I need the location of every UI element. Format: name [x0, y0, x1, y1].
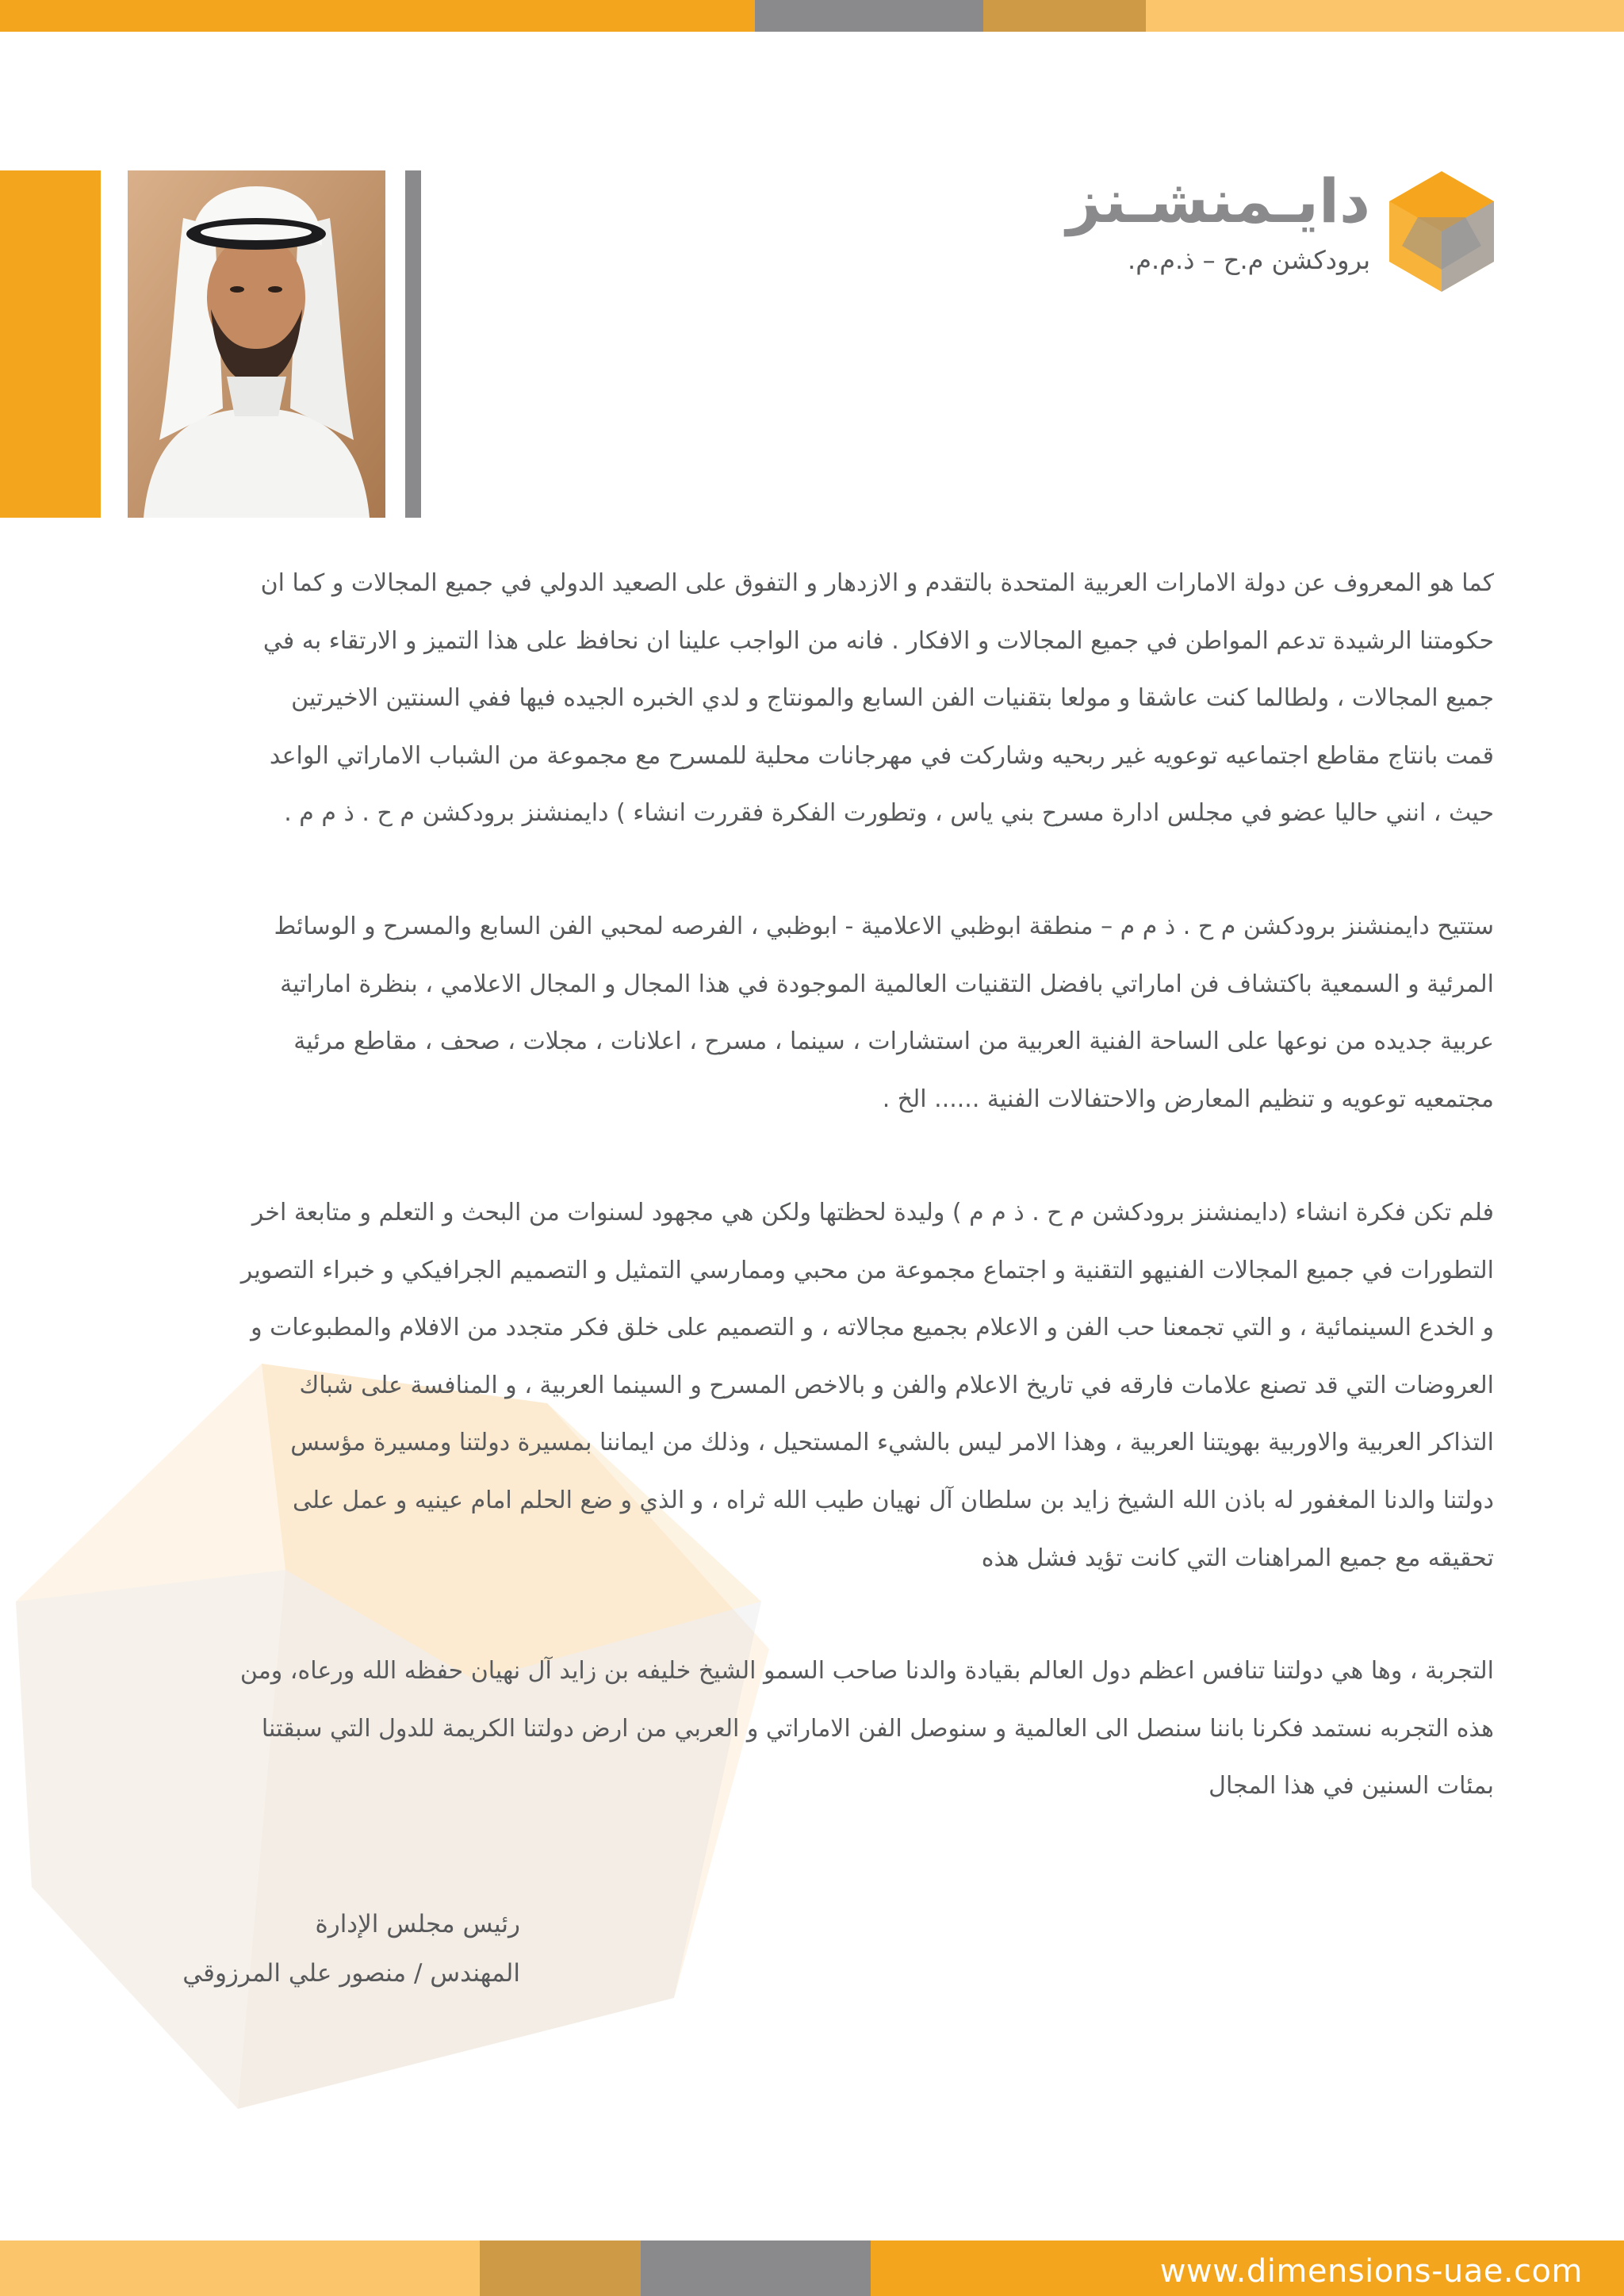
paragraph-line: التجربة ، وها هي دولتنا تنافس اعظم دول العالم بقيادة والدنا صاحب السمو الشيخ خليفه بن زايد آل نهيان حفظه الله ورعاه، ومن — [239, 1657, 1494, 1685]
signature-name: المهندس / منصور علي المرزوقي — [182, 1959, 520, 1988]
top-stripe-orange — [0, 0, 755, 32]
top-stripe-light — [1146, 0, 1624, 32]
paragraph-line: التذاكر العربية والاوربية بهويتنا العربية ، وهذا الامر ليس بالشيء المستحيل ، وذلك من ايماننا بمسيرة دولتنا ومسيرة مؤسس — [290, 1429, 1494, 1457]
paragraph-2 — [108, 898, 1494, 1128]
paragraph-1 — [108, 555, 1494, 843]
website-url[interactable]: www.dimensions-uae.com — [1159, 2253, 1583, 2290]
paragraph-line: المرئية و السمعية باكتشاف فن اماراتي بافضل التقنيات العالمية الموجودة في هذا المجال و المجال الاعلامي ، بنظرة اماراتية — [280, 970, 1494, 998]
paragraph-4 — [108, 1643, 1494, 1816]
footer-stripe-tan — [480, 2241, 641, 2296]
paragraph-line: و الخدع السينمائية ، و التي تجمعنا حب الفن و الاعلام بجميع مجالاته ، و التصميم على خلق فكر متجدد من الافلام والمطبوعات و — [251, 1314, 1494, 1342]
portrait-photo — [128, 170, 385, 518]
top-stripe-tan — [983, 0, 1146, 32]
paragraph-line: تحقيقه مع جميع المراهنات التي كانت تؤيد فشل هذه — [981, 1544, 1494, 1572]
paragraph-line: بمئات السنين في هذا المجال — [1208, 1772, 1494, 1800]
paragraph-line: العروضات التي قد تصنع علامات فارقه في تاريخ الاعلام والفن و بالاخص المسرح و السينما العربية ، و المنافسة على شباك — [299, 1371, 1494, 1399]
signature-block — [143, 1900, 520, 1998]
paragraph-line: عربية جديده من نوعها على الساحة الفنية العربية من استشارات ، سينما ، مسرح ، اعلانات ، مجلات ، صحف ، مقاطع مرئية — [293, 1027, 1494, 1056]
paragraph-line: كما هو المعروف عن دولة الامارات العربية المتحدة بالتقدم و الازدهار و التفوق على الصعيد الدولي في جميع المجالات و كما ان — [260, 569, 1494, 597]
paragraph-line: التطورات في جميع المجالات الفنيهو التقنية و اجتماع مجموعة من محبي وممارسي التمثيل و التصميم الجرافيكي و خبراء التصوير — [240, 1256, 1494, 1284]
paragraph-line: ستتيح دايمنشنز برودكشن م ح . ذ م م – منطقة ابوظبي الاعلامية - ابوظبي ، الفرصه لمحبي الفن السابع والمسرح و الوسائط — [274, 913, 1494, 940]
paragraph-line: قمت بانتاج مقاطع اجتماعيه توعويه غير ربحيه وشاركت في مهرجانات محلية للمسرح مع مجموعة من الشباب الاماراتي الواعد — [269, 741, 1494, 770]
paragraph-line: حكومتنا الرشيدة تدعم المواطن في جميع المجالات و الافكار . فانه من الواجب علينا ان نحافظ على هذا التميز و الارتقاء به في — [262, 626, 1494, 655]
company-logo — [1066, 166, 1505, 295]
paragraph-line: فلم تكن فكرة انشاء (دايمنشنز برودكشن م ح . ذ م م ) وليدة لحظتها ولكن هي مجهود لسنوات من البحث و التعلم و متابعة اخر — [251, 1199, 1494, 1226]
top-stripe-gray — [755, 0, 983, 32]
signature-title: رئيس مجلس الإدارة — [315, 1910, 520, 1938]
orange-accent-bar — [0, 170, 101, 518]
logo-subtitle: برودكشن م.ح – ذ.م.م. — [1128, 245, 1370, 275]
paragraph-line: دولتنا والدنا المغفور له باذن الله الشيخ زايد بن سلطان آل نهيان طيب الله ثراه ، و الذي و ضع الحلم امام عينيه و عمل على — [293, 1486, 1494, 1514]
hexagon-logo-icon — [1378, 168, 1505, 295]
paragraph-line: مجتمعيه توعويه و تنظيم المعارض والاحتفالات الفنية ...... الخ . — [882, 1085, 1494, 1113]
footer-stripe-gray — [641, 2241, 871, 2296]
footer-stripe-light — [0, 2241, 480, 2296]
paragraph-3 — [108, 1184, 1494, 1587]
paragraph-line: جميع المجالات ، ولطالما كنت عاشقا و مولعا بتقنيات الفن السابع والمونتاج و لدي الخبره الجيده فيها ففي السنتين الاخيرتين — [291, 684, 1494, 713]
paragraph-line: حيث ، انني حاليا عضو في مجلس ادارة مسرح بني ياس ، وتطورت الفكرة فقررت انشاء ) دايمنشنز برودكشن م ح . ذ م م . — [284, 799, 1494, 828]
logo-wordmark: دايـمنشـنز — [1066, 166, 1370, 236]
gray-accent-bar — [405, 170, 421, 518]
paragraph-line: هذه التجربه نستمد فكرنا باننا سنصل الى العالمية و سنوصل الفن الاماراتي و العربي من ارض دولتنا الكريمة للدول التي سبقتنا — [261, 1714, 1494, 1743]
